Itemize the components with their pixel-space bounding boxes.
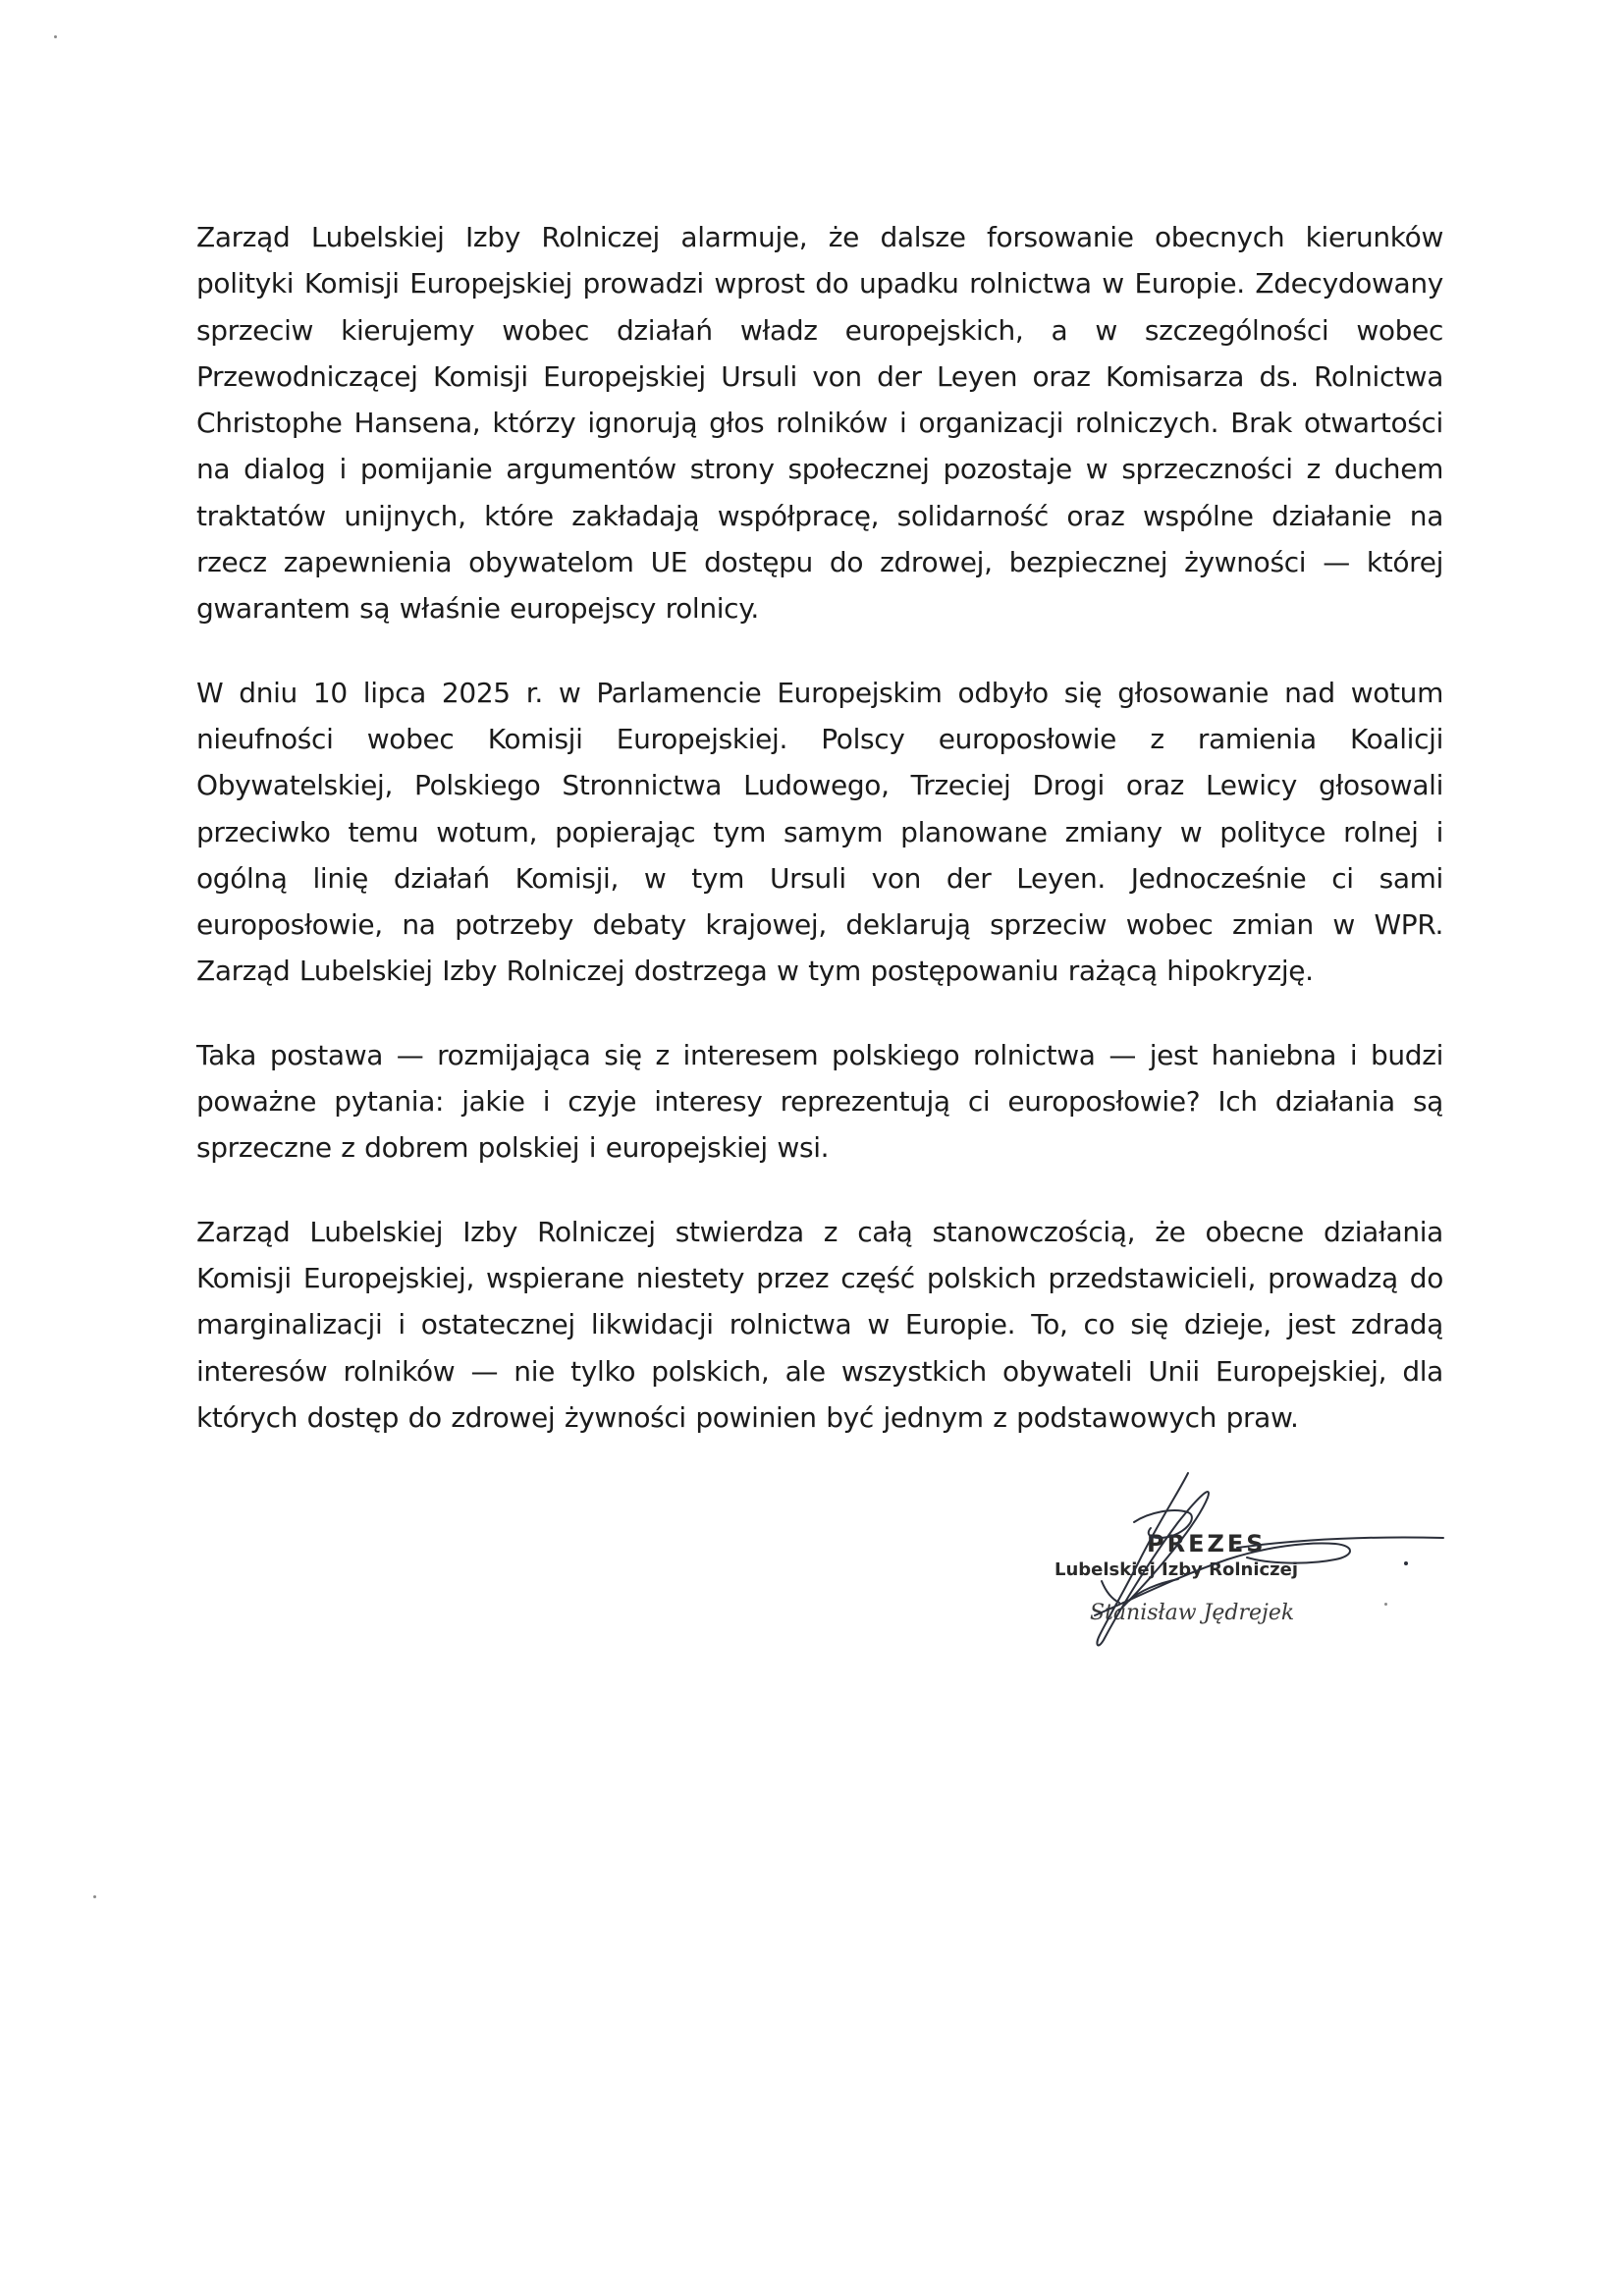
paragraph-2: W dniu 10 lipca 2025 r. w Parlamencie Europejskim odbyło się głosowanie nad wotum nieufności wobec Komisji Europejskiej. Polscy europosłowie z ramienia Koalicji Obywatelskiej, Polskiego Stronnictwa Ludowego, Trzeciej Drogi oraz Lewicy głosowali przeciwko temu wotum, popierając tym samym planowane zmiany w polityce rolnej i ogólną linię działań Komisji, w tym Ursuli von der Leyen. Jednocześnie ci sami europosłowie, na potrzeby debaty krajowej, deklarują sprzeciw wobec zmian w WPR. Zarząd Lubelskiej Izby Rolniczej dostrzega w tym postępowaniu rażącą hipokryzję.: [196, 676, 1443, 988]
handwritten-signature: [1041, 1453, 1453, 1689]
scan-speck: [54, 35, 57, 38]
signature-name: Stanisław Jędrejek: [1090, 1601, 1295, 1625]
signature-block: [1041, 1453, 1453, 1689]
scan-speck: [1384, 1603, 1387, 1606]
signature-title: PREZES: [1147, 1530, 1267, 1558]
signature-organization: Lubelskiej Izby Rolniczej: [1054, 1559, 1299, 1580]
paragraph-1: Zarząd Lubelskiej Izby Rolniczej alarmuje, że dalsze forsowanie obecnych kierunków polityki Komisji Europejskiej prowadzi wprost do upadku rolnictwa w Europie. Zdecydowany sprzeciw kierujemy wobec działań władz europejskich, a w szczególności wobec Przewodniczącej Komisji Europejskiej Ursuli von der Leyen oraz Komisarza ds. Rolnictwa Christophe Hansena, którzy ignorują głos rolników i organizacji rolniczych. Brak otwartości na dialog i pomijanie argumentów strony społecznej pozostaje w sprzeczności z duchem traktatów unijnych, które zakładają współpracę, solidarność oraz wspólne działanie na rzecz zapewnienia obywatelom UE dostępu do zdrowej, bezpiecznej żywności — której gwarantem są właśnie europejscy rolnicy.: [196, 221, 1443, 626]
paragraph-4: Zarząd Lubelskiej Izby Rolniczej stwierdza z całą stanowczością, że obecne działania Komisji Europejskiej, wspierane niestety przez część polskich przedstawicieli, prowadzą do marginalizacji i ostatecznej likwidacji rolnictwa w Europie. To, co się dzieje, jest zdradą interesów rolników — nie tylko polskich, ale wszystkich obywateli Unii Europejskiej, dla których dostęp do zdrowej żywności powinien być jednym z podstawowych praw.: [196, 1215, 1443, 1434]
paragraph-3: Taka postawa — rozmijająca się z interesem polskiego rolnictwa — jest haniebna i budzi poważne pytania: jakie i czyje interesy reprezentują ci europosłowie? Ich działania są sprzeczne z dobrem polskiej i europejskiej wsi.: [196, 1038, 1443, 1165]
scan-speck: [93, 1895, 96, 1898]
letter-body: [196, 214, 1443, 1478]
